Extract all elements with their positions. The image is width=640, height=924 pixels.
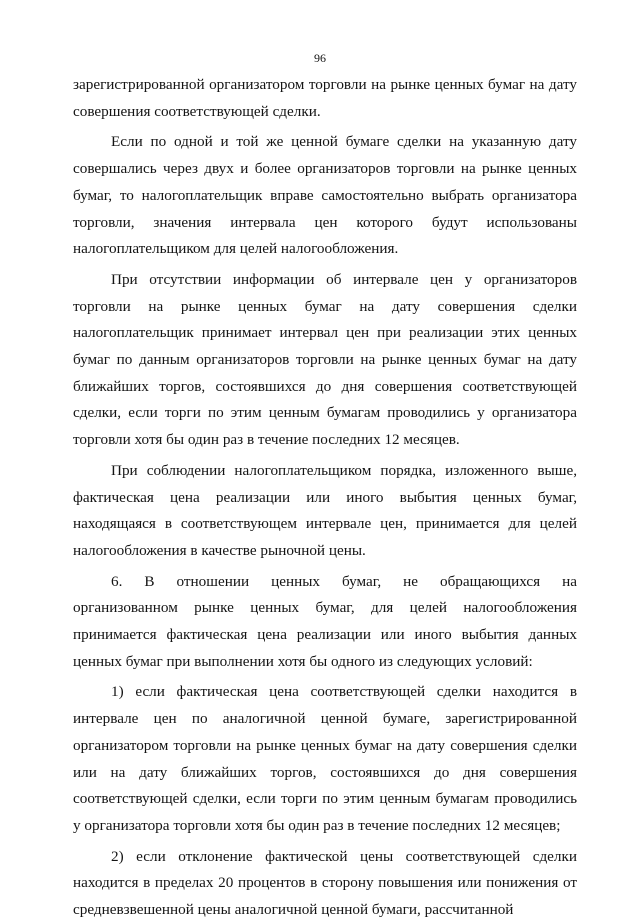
text-line: соответствующей сделки, если торги по этим ценным бумагам проводились xyxy=(73,790,577,808)
text-line: При отсутствии информации об интервале цен у организаторов xyxy=(111,270,577,288)
text-line: совершались через двух и более организаторов торговли на рынке ценных xyxy=(73,160,577,178)
text-line: торговли на рынке ценных бумаг на дату совершения сделки xyxy=(73,297,577,315)
text-line: налогообложения в качестве рыночной цены. xyxy=(73,541,366,559)
text-line: налогоплательщиком для целей налогообложения. xyxy=(73,240,399,258)
paragraph xyxy=(73,844,577,924)
document-body xyxy=(73,72,577,924)
text-line: ближайших торгов, состоявшихся до дня совершения соответствующей xyxy=(73,377,577,395)
text-line: средневзвешенной цены аналогичной ценной бумаги, рассчитанной xyxy=(73,901,514,919)
text-line: торговли, значения интервала цен которого будут использованы xyxy=(73,213,577,231)
paragraph xyxy=(73,129,577,263)
paragraph xyxy=(73,72,577,125)
text-line: организатором торговли на рынке ценных бумаг на дату совершения сделки xyxy=(73,736,577,754)
text-line: у организатора торговли хотя бы один раз в течение последних 12 месяцев; xyxy=(73,816,561,834)
text-line: 6. В отношении ценных бумаг, не обращающихся на xyxy=(111,572,577,590)
text-line: бумаг по данным организаторов торговли на рынке ценных бумаг на дату xyxy=(73,351,577,369)
page-number: 96 xyxy=(314,51,326,65)
text-line: совершения соответствующей сделки. xyxy=(73,102,321,120)
text-line: фактическая цена реализации или иного выбытия ценных бумаг, xyxy=(73,488,577,506)
text-line: Если по одной и той же ценной бумаге сделки на указанную дату xyxy=(111,133,577,151)
text-line: интервале цен по аналогичной ценной бумаге, зарегистрированной xyxy=(73,710,577,728)
text-line: ценных бумаг при выполнении хотя бы одного из следующих условий: xyxy=(73,652,533,670)
text-line: находится в пределах 20 процентов в сторону повышения или понижения от xyxy=(73,874,577,892)
text-line: сделки, если торги по этим ценным бумагам проводились у организатора xyxy=(73,404,577,422)
paragraph xyxy=(73,569,577,676)
text-line: находящаяся в соответствующем интервале цен, принимается для целей xyxy=(73,515,577,533)
text-line: бумаг, то налогоплательщик вправе самостоятельно выбрать организатора xyxy=(73,186,577,204)
text-line: организованном рынке ценных бумаг, для целей налогообложения xyxy=(73,599,577,617)
paragraph xyxy=(73,679,577,839)
text-line: принимается фактическая цена реализации или иного выбытия данных xyxy=(73,626,577,644)
text-line: При соблюдении налогоплательщиком порядка, изложенного выше, xyxy=(111,461,577,479)
text-line: или на дату ближайших торгов, состоявшихся до дня совершения xyxy=(73,763,577,781)
text-line: торговли хотя бы один раз в течение последних 12 месяцев. xyxy=(73,431,460,449)
text-line: 2) если отклонение фактической цены соответствующей сделки xyxy=(111,847,577,865)
text-line: 1) если фактическая цена соответствующей сделки находится в xyxy=(111,683,577,701)
paragraph xyxy=(73,267,577,454)
text-line: налогоплательщик принимает интервал цен при реализации этих ценных xyxy=(73,324,577,342)
paragraph xyxy=(73,458,577,565)
text-line: зарегистрированной организатором торговли на рынке ценных бумаг на дату xyxy=(73,76,577,93)
